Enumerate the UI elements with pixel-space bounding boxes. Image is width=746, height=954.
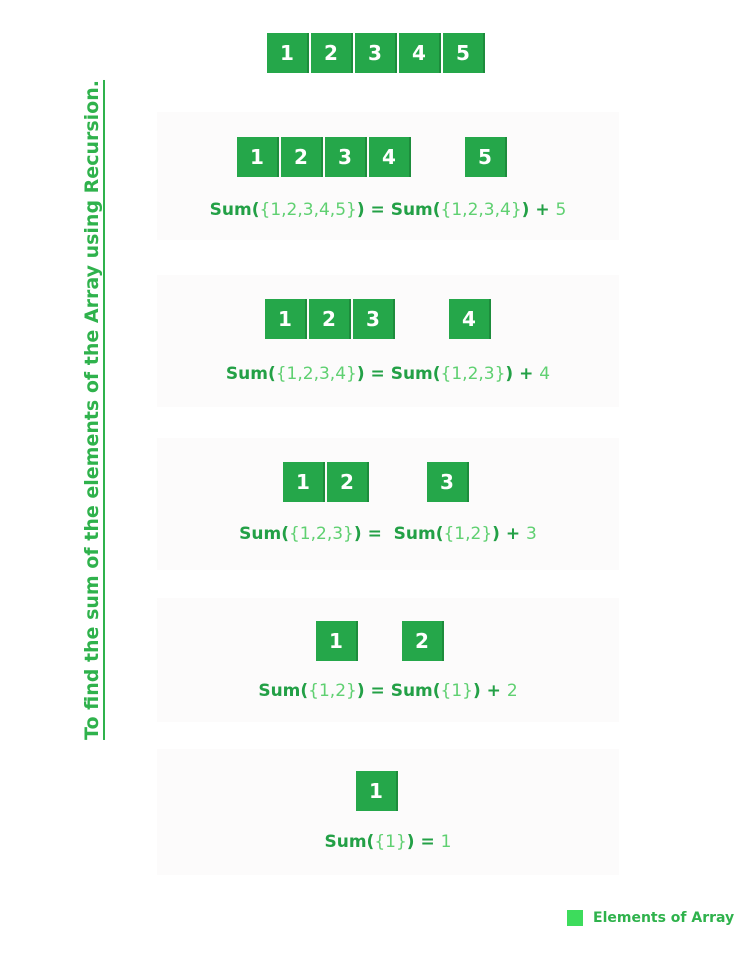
eq-add: 3 <box>526 524 537 544</box>
eq-add: 1 <box>440 832 452 852</box>
array-cell: 4 <box>399 33 441 73</box>
eq-lhs: Sum( <box>324 832 375 852</box>
eq-rhs-set: {1,2,3} <box>440 364 506 384</box>
equation <box>157 524 619 544</box>
eq-lhs-set: {1,2,3,4,5} <box>259 200 357 220</box>
recursion-step-3 <box>157 438 619 570</box>
array-cell: 3 <box>325 137 367 177</box>
split-cell: 5 <box>465 137 507 177</box>
eq-add: 2 <box>506 681 518 701</box>
eq-lhs: Sum( <box>225 364 276 384</box>
eq-lhs-set: {1} <box>374 832 407 852</box>
array-cell: 1 <box>267 33 309 73</box>
legend <box>567 910 734 926</box>
eq-end: ) + <box>492 524 527 544</box>
recursion-step-2 <box>157 275 619 407</box>
array-cell: 4 <box>369 137 411 177</box>
eq-add: 5 <box>555 200 567 220</box>
eq-mid: ) = Sum( <box>356 364 441 384</box>
array-cell: 1 <box>356 771 398 811</box>
eq-rhs-set: {1,2} <box>443 524 493 544</box>
array-cell: 2 <box>309 299 351 339</box>
eq-lhs-set: {1,2} <box>308 681 357 701</box>
array-cell: 1 <box>265 299 307 339</box>
equation <box>157 364 619 384</box>
eq-rhs-set: {1,2,3,4} <box>440 200 522 220</box>
eq-mid: ) = Sum( <box>353 524 444 544</box>
eq-rhs-set: {1} <box>440 681 473 701</box>
eq-lhs-set: {1,2,3} <box>288 524 354 544</box>
diagram-title: To find the sum of the elements of the Array using Recursion. <box>81 80 103 740</box>
split-cell: 3 <box>427 462 469 502</box>
array-cell: 1 <box>237 137 279 177</box>
equation <box>157 832 619 852</box>
eq-end: ) + <box>521 200 556 220</box>
array-cell: 2 <box>311 33 353 73</box>
eq-mid: ) = Sum( <box>356 681 441 701</box>
split-cell: 4 <box>449 299 491 339</box>
array-cell: 5 <box>443 33 485 73</box>
recursion-step-4 <box>157 598 619 722</box>
eq-lhs-set: {1,2,3,4} <box>275 364 357 384</box>
legend-label: Elements of Array <box>593 910 735 926</box>
recursion-step-5 <box>157 749 619 875</box>
split-cell: 2 <box>402 621 444 661</box>
eq-mid: ) = Sum( <box>356 200 441 220</box>
array-cell: 1 <box>316 621 358 661</box>
legend-swatch <box>567 910 583 926</box>
eq-end: ) + <box>505 364 540 384</box>
eq-add: 4 <box>539 364 551 384</box>
equation <box>157 200 619 220</box>
array-cell: 3 <box>355 33 397 73</box>
recursion-step-1 <box>157 112 619 240</box>
eq-lhs: Sum( <box>258 681 309 701</box>
eq-lhs: Sum( <box>209 200 260 220</box>
array-cell: 1 <box>283 462 325 502</box>
array-cell: 3 <box>353 299 395 339</box>
array-cell: 2 <box>281 137 323 177</box>
equation <box>157 681 619 701</box>
eq-mid: ) = <box>406 832 441 852</box>
eq-lhs: Sum( <box>239 524 289 544</box>
eq-end: ) + <box>472 681 507 701</box>
array-cell: 2 <box>327 462 369 502</box>
